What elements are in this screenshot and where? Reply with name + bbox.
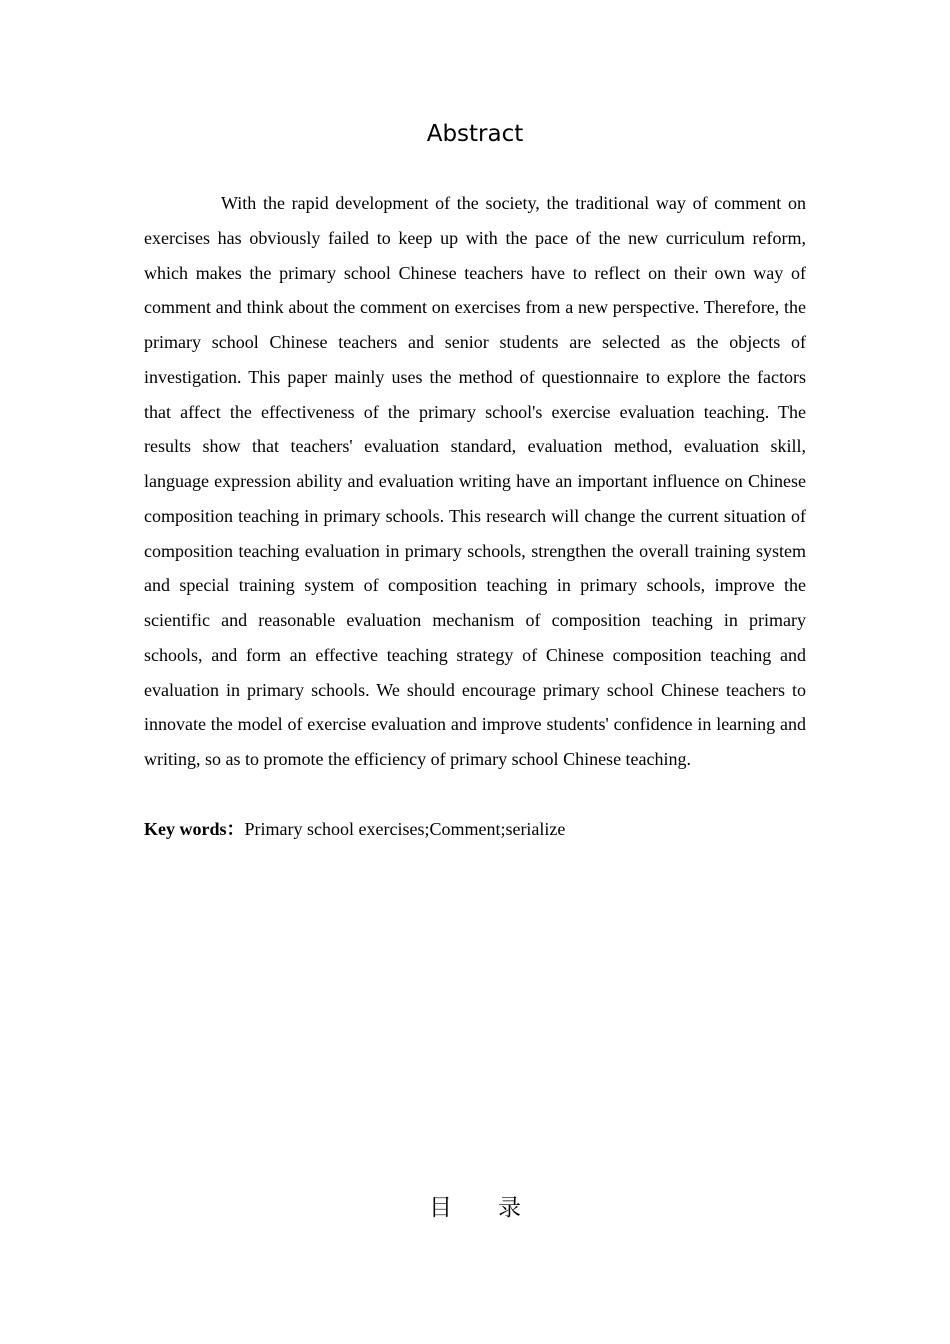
keywords-line (144, 812, 806, 846)
keywords-value: Primary school exercises;Comment;serialize (244, 819, 566, 839)
toc-heading-char-1: 目 (429, 1195, 452, 1221)
toc-heading-char-2: 录 (498, 1195, 521, 1221)
table-of-contents-heading (0, 1190, 950, 1226)
abstract-body: With the rapid development of the society, the traditional way of comment on exercises has obviously failed to keep up with the pace of the new curriculum reform, which makes the primary school Chinese teachers have to reflect on their own way of comment and think about the comment on exercises from a new perspective. Therefore, the primary school Chinese teachers and senior students are selected as the objects of investigation. This paper mainly uses the method of questionnaire to explore the factors that affect the effectiveness of the primary school's exercise evaluation teaching. The results show that teachers' evaluation standard, evaluation method, evaluation skill, language expression ability and evaluation writing have an important influence on Chinese composition teaching in primary schools. This research will change the current situation of composition teaching evaluation in primary schools, strengthen the overall training system and special training system of composition teaching in primary schools, improve the scientific and reasonable evaluation mechanism of composition teaching in primary schools, and form an effective teaching strategy of Chinese composition teaching and evaluation in primary schools. We should encourage primary school Chinese teachers to innovate the model of exercise evaluation and improve students' confidence in learning and writing, so as to promote the efficiency of primary school Chinese teaching. (144, 193, 806, 769)
keywords-label: Key words： (144, 819, 245, 839)
abstract-title: Abstract (426, 121, 524, 147)
